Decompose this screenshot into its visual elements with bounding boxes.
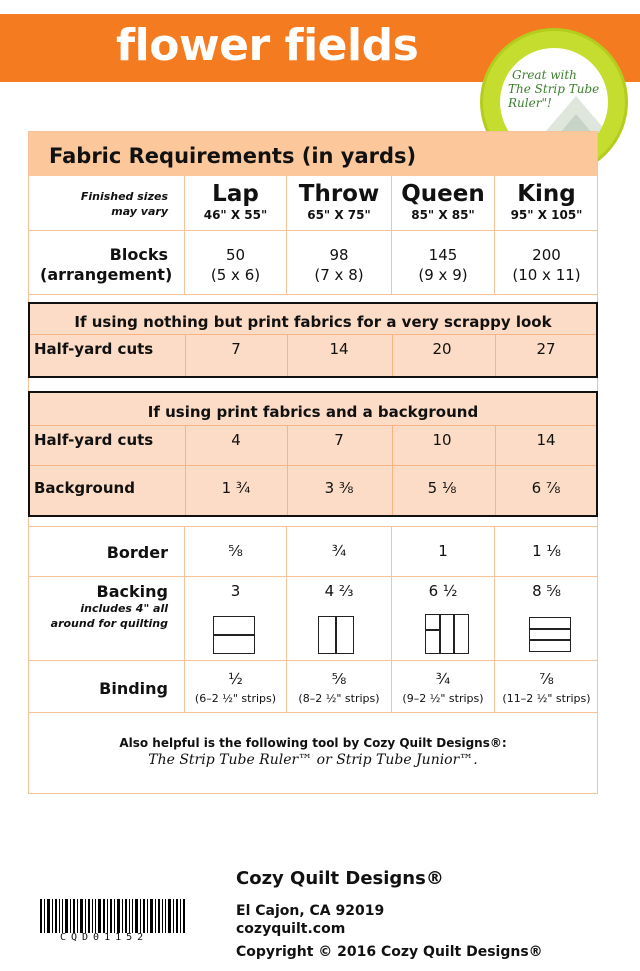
grid-line	[28, 526, 598, 527]
binding-value: ⅞	[539, 670, 554, 688]
blocks-label	[40, 245, 173, 285]
backing-note-line1: includes 4" all	[80, 602, 168, 615]
helpful-tool-note	[28, 736, 598, 768]
blocks-cell-queen	[392, 245, 494, 285]
border-lap: ⅝	[228, 542, 243, 560]
binding-lap	[185, 669, 286, 709]
scrappy-value-lap: 7	[231, 340, 241, 358]
column-name: Throw	[298, 181, 380, 207]
barcode	[40, 899, 185, 933]
website[interactable]: cozyquilt.com	[236, 921, 346, 937]
backing-note	[30, 601, 168, 631]
column-queen	[392, 181, 494, 223]
grid-line	[28, 660, 598, 661]
scrappy-section	[28, 302, 598, 378]
binding-value: ⅝	[331, 670, 347, 688]
binding-strips: (9–2 ½" strips)	[402, 692, 484, 705]
binding-strips: (6–2 ½" strips)	[194, 692, 277, 705]
col-divider	[495, 334, 496, 376]
col-divider	[287, 334, 288, 376]
row-divider	[30, 334, 596, 335]
blocks-label-line1: Blocks	[109, 245, 168, 264]
sizes-note-line1: Finished sizes	[80, 190, 168, 203]
col-divider	[287, 425, 288, 515]
barcode-number: CQD01152	[60, 932, 149, 943]
border-label: Border	[106, 543, 168, 562]
column-size: 65" X 75"	[307, 208, 371, 222]
column-size: 46" X 55"	[203, 208, 268, 222]
backing-queen: 6 ½	[428, 582, 458, 600]
backing-throw: 4 ⅔	[324, 582, 354, 600]
sizes-note	[40, 189, 168, 219]
binding-strips: (8–2 ½" strips)	[298, 692, 380, 705]
background-throw: 3 ⅜	[324, 479, 354, 497]
column-name: King	[517, 181, 576, 207]
print-bg-heading: If using print fabrics and a background	[147, 403, 479, 421]
half-yard-throw: 7	[334, 431, 344, 449]
background-king: 6 ⅞	[531, 479, 561, 497]
border-queen: 1	[438, 542, 448, 560]
blocks-cell-throw	[287, 245, 391, 285]
sizes-note-line2: may vary	[111, 205, 168, 218]
blocks-arrangement: (5 x 6)	[210, 266, 261, 284]
row-divider	[30, 465, 596, 466]
binding-queen	[392, 669, 494, 709]
column-size: 85" X 85"	[411, 208, 475, 222]
col-divider	[495, 425, 496, 515]
badge-line3: Ruler"!	[508, 96, 552, 110]
backing-diagram-king	[529, 617, 571, 652]
table-title: Fabric Requirements (in yards)	[49, 144, 417, 168]
column-name: Lap	[212, 181, 259, 207]
grid-line	[28, 712, 598, 713]
backing-label: Backing	[96, 582, 168, 601]
blocks-cell-king	[495, 245, 598, 285]
binding-value: ¾	[435, 670, 451, 688]
badge-text	[506, 68, 606, 110]
half-yard-king: 14	[536, 431, 556, 449]
backing-diagram-lap	[213, 616, 255, 654]
copyright: Copyright © 2016 Cozy Quilt Designs®	[236, 944, 543, 960]
column-king	[495, 181, 598, 223]
badge-line2: The Strip Tube	[508, 82, 600, 96]
scrappy-value-throw: 14	[329, 340, 349, 358]
background-label: Background	[34, 479, 135, 497]
binding-king	[495, 669, 598, 709]
half-yard-queen: 10	[432, 431, 452, 449]
row-divider	[30, 425, 596, 426]
grid-line	[28, 294, 598, 295]
backing-king: 8 ⅝	[532, 582, 561, 600]
half-yard-label: Half-yard cuts	[34, 431, 154, 449]
col-divider	[185, 334, 186, 376]
backing-diagram-throw	[318, 616, 354, 654]
background-queen: 5 ⅛	[427, 479, 457, 497]
table-header	[29, 132, 597, 176]
blocks-value: 98	[329, 246, 349, 264]
blocks-cell-lap	[185, 245, 286, 285]
binding-label: Binding	[99, 679, 168, 698]
grid-line	[28, 230, 598, 231]
scrappy-heading: If using nothing but print fabrics for a very scrappy look	[74, 313, 552, 331]
column-lap	[185, 181, 286, 223]
blocks-label-line2: (arrangement)	[40, 265, 173, 284]
scrappy-label: Half-yard cuts	[34, 340, 154, 358]
col-divider	[185, 425, 186, 515]
backing-diagram-queen	[425, 614, 469, 654]
blocks-arrangement: (9 x 9)	[418, 266, 468, 284]
column-size: 95" X 105"	[510, 208, 583, 222]
backing-lap: 3	[230, 582, 241, 600]
print-background-section	[28, 391, 598, 517]
border-throw: ¾	[331, 542, 347, 560]
column-name: Queen	[401, 181, 485, 207]
pattern-title: flower fields	[116, 20, 419, 71]
blocks-arrangement: (7 x 8)	[314, 266, 364, 284]
address-city: El Cajon, CA 92019	[236, 903, 385, 919]
blocks-value: 50	[225, 246, 246, 264]
help-line2: The Strip Tube Ruler™ or Strip Tube Junior™.	[148, 752, 478, 768]
col-divider	[392, 334, 393, 376]
grid-line	[28, 576, 598, 577]
blocks-value: 145	[428, 246, 458, 264]
scrappy-value-queen: 20	[432, 340, 452, 358]
backing-note-line2: around for quilting	[50, 617, 168, 630]
binding-strips: (11–2 ½" strips)	[502, 692, 591, 705]
border-king: 1 ⅛	[532, 542, 561, 560]
address	[236, 902, 384, 938]
blocks-value: 200	[532, 246, 561, 264]
binding-value: ½	[228, 670, 243, 688]
help-line1: Also helpful is the following tool by Cozy Quilt Designs®:	[119, 736, 507, 750]
background-lap: 1 ¾	[221, 479, 251, 497]
binding-throw	[287, 669, 391, 709]
half-yard-lap: 4	[231, 431, 241, 449]
company-name: Cozy Quilt Designs®	[236, 868, 444, 889]
col-divider	[392, 425, 393, 515]
badge-line1: Great with	[512, 68, 577, 82]
blocks-arrangement: (10 x 11)	[512, 266, 581, 284]
column-throw	[287, 181, 391, 223]
scrappy-value-king: 27	[536, 340, 556, 358]
